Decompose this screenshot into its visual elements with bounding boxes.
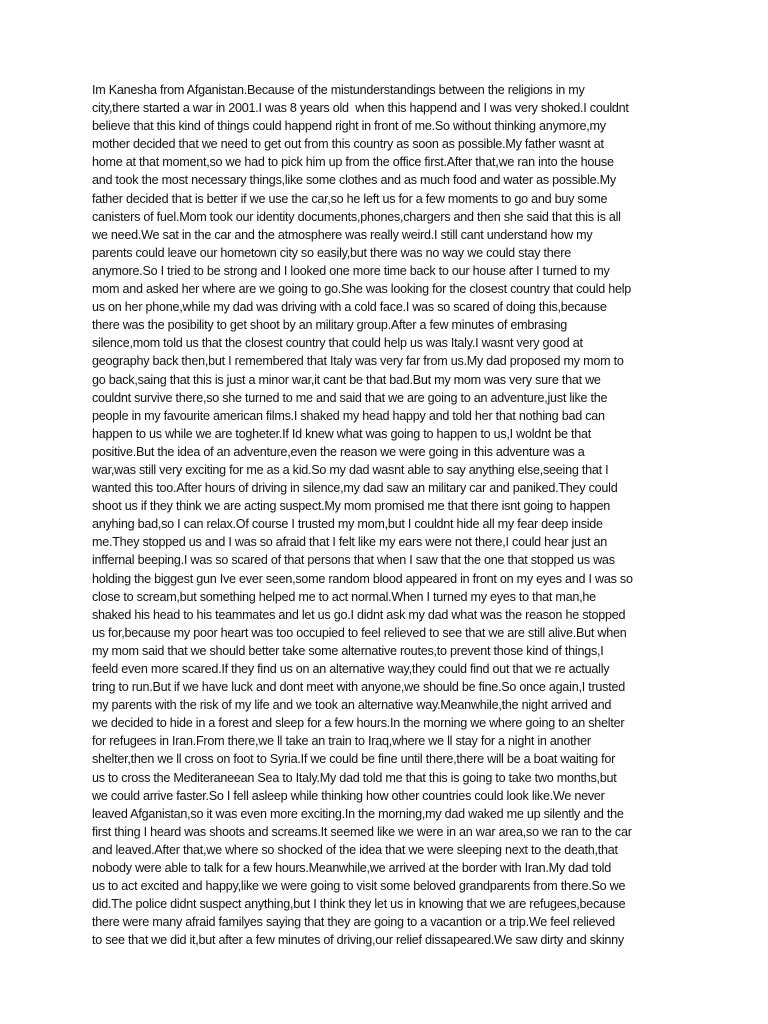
text-line: mom and asked her where are we going to go.She was looking for the closest country that could help bbox=[92, 282, 632, 297]
text-line: inffernal beeping.I was so scared of that persons that when I saw that the one that stopped us was bbox=[92, 553, 615, 568]
text-line: Im Kanesha from Afganistan.Because of the mistunderstandings between the religions in my bbox=[92, 83, 585, 97]
text-line: close to scream,but something helped me to act normal.When I turned my eyes to that man,he bbox=[92, 589, 596, 604]
text-line: us to act excited and happy,like we were going to visit some beloved grandparents from there.So we bbox=[92, 879, 626, 894]
text-line: believe that this kind of things could happend right in front of me.So without thinking anymore,my bbox=[92, 119, 606, 134]
text-line: anyhing bad,so I can relax.Of course I trusted my mom,but I couldnt hide all my fear deep inside bbox=[92, 517, 603, 532]
text-line: we decided to hide in a forest and sleep for a few hours.In the morning we where going to an shelter bbox=[92, 716, 625, 731]
text-line: us to cross the Mediteraneean Sea to Italy.My dad told me that this is going to take two months,but bbox=[92, 770, 617, 785]
text-line: feeld even more scared.If they find us on an alternative way,they could find out that we re actually bbox=[92, 662, 610, 676]
text-line: shoot us if they think we are acting suspect.My mom promised me that there isnt going to happen bbox=[92, 499, 611, 514]
text-line: did.The police didnt suspect anything,but I think they let us in knowing that we are refugees,because bbox=[92, 897, 626, 912]
text-line: people in my favourite american films.I shaked my head happy and told her that nothing bad can bbox=[92, 408, 605, 423]
text-line: war,was still very exciting for me as a kid.So my dad wasnt able to say anything else,seeing that I bbox=[92, 462, 609, 477]
text-line: my mom said that we should better take some alternative routes,to prevent those kind of things,I bbox=[92, 643, 604, 658]
story-text bbox=[92, 81, 692, 950]
text-line: leaved Afganistan,so it was even more exciting.In the morning,my dad waked me up silently and the bbox=[92, 806, 624, 821]
text-line: us on her phone,while my dad was driving with a cold face.I was so scared of doing this,because bbox=[92, 300, 607, 315]
text-line: there was the posibility to get shoot by an military group.After a few minutes of embrasing bbox=[92, 318, 567, 333]
text-line: parents could leave our hometown city so easily,but there was no way we could stay there bbox=[92, 245, 571, 260]
text-line: canisters of fuel.Mom took our identity documents,phones,chargers and then she said that this is all bbox=[92, 209, 621, 224]
text-line: wanted this too.After hours of driving in silence,my dad saw an military car and paniked.They could bbox=[92, 481, 618, 496]
text-line: shelter,then we ll cross on foot to Syria.If we could be fine until there,there will be a boat waiting for bbox=[92, 752, 616, 767]
text-line: shaked his head to his teammates and let us go.I didnt ask my dad what was the reason he stopped bbox=[92, 607, 626, 622]
text-line: positive.But the idea of an adventure,even the reason we were going in this adventure was a bbox=[92, 444, 585, 459]
text-line: happen to us while we are togheter.If Id knew what was going to happen to us,I woldnt be that bbox=[92, 426, 592, 441]
text-line: go back,saing that this is just a minor war,it cant be that bad.But my mom was very sure that we bbox=[92, 372, 601, 387]
text-line: we could arrive faster.So I fell asleep while thinking how other countries could look like.We never bbox=[92, 788, 605, 803]
text-line: us for,because my poor heart was too occupied to feel relieved to see that we are still alive.But when bbox=[92, 625, 627, 640]
text-line: anymore.So I tried to be strong and I looked one more time back to our house after I turned to my bbox=[92, 263, 610, 278]
text-line: geography back then,but I remembered that Italy was very far from us.My dad proposed my mom to bbox=[92, 354, 624, 369]
text-line: first thing I heard was shoots and screams.It seemed like we were in an war area,so we ran to the car bbox=[92, 824, 632, 839]
text-line: home at that moment,so we had to pick him up from the office first.After that,we ran into the house bbox=[92, 155, 614, 170]
text-line: and leaved.After that,we where so shocked of the idea that we were sleeping next to the death,that bbox=[92, 842, 618, 857]
text-line: for refugees in Iran.From there,we ll take an train to Iraq,where we ll stay for a night in another bbox=[92, 734, 591, 749]
text-line: nobody were able to talk for a few hours.Meanwhile,we arrived at the border with Iran.My dad told bbox=[92, 861, 611, 876]
text-line: tring to run.But if we have luck and dont meet with anyone,we should be fine.So once again,I trusted bbox=[92, 680, 625, 695]
text-line: there were many afraid familyes saying that they are going to a vacantion or a trip.We feel relieved bbox=[92, 915, 615, 930]
text-line: father decided that is better if we use the car,so he left us for a few moments to go and buy some bbox=[92, 191, 608, 206]
text-line: holding the biggest gun Ive ever seen,some random blood appeared in front on my eyes and I was so bbox=[92, 571, 633, 586]
text-line: couldnt survive there,so she turned to me and said that we are going to an adventure,just like the bbox=[92, 390, 608, 405]
text-line: and took the most necessary things,like some clothes and as much food and water as possible.My bbox=[92, 173, 616, 188]
text-line: we need.We sat in the car and the atmosphere was really weird.I still cant understand how my bbox=[92, 227, 593, 242]
text-line: to see that we did it,but after a few minutes of driving,our relief dissapeared.We saw dirty and skinny bbox=[92, 933, 624, 948]
text-line: my parents with the risk of my life and we took an alternative way.Meanwhile,the night arrived and bbox=[92, 698, 612, 713]
text-line: silence,mom told us that the closest country that could help us was Italy.I wasnt very good at bbox=[92, 336, 583, 351]
text-line: mother decided that we need to get out from this country as soon as possible.My father wasnt at bbox=[92, 137, 604, 152]
text-line: city,there started a war in 2001.I was 8 years old when this happend and I was very shoked.I couldnt bbox=[92, 101, 629, 116]
text-line: me.They stopped us and I was so afraid that I felt like my ears were not there,I could hear just an bbox=[92, 535, 607, 550]
